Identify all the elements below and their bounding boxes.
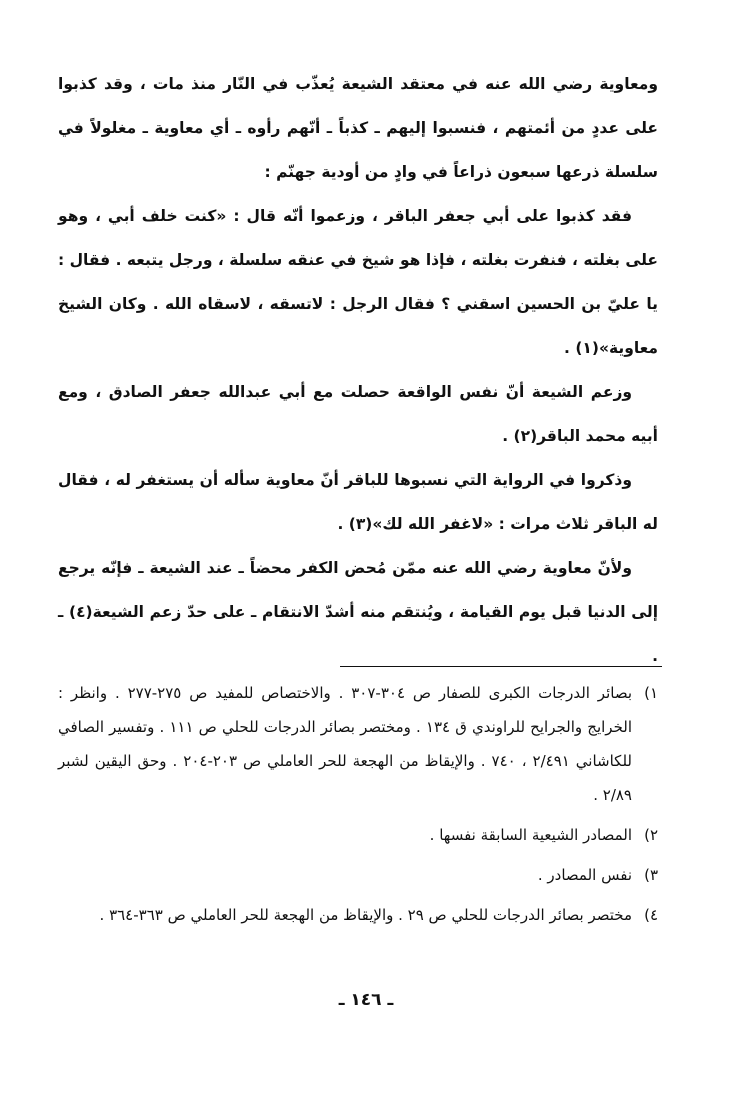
footnote-number: ١) — [644, 684, 658, 702]
footnote-4 — [58, 898, 658, 932]
footnote-1 — [58, 676, 658, 812]
paragraph-3: وزعم الشيعة أنّ نفس الواقعة حصلت مع أبي عبدالله جعفر الصادق ، ومع أبيه محمد الباقر(٢) . — [58, 383, 658, 445]
footnote-number: ٢) — [644, 826, 658, 844]
footnote-number: ٣) — [644, 866, 658, 884]
paragraph-1: ومعاوية رضي الله عنه في معتقد الشيعة يُعذّب في النّار منذ مات ، وقد كذبوا على عددٍ من أئمتهم ، فنسبوا إليهم ـ كذباً ـ أنّهم رأوه ـ أي معاوية ـ مغلولاً في سلسلة ذرعها سبعون ذراعاً في وادٍ من أودية جهنّم : — [58, 75, 658, 181]
footnote-separator — [340, 666, 662, 667]
footnote-text: مختصر بصائر الدرجات للحلي ص ٢٩ . والإيقاظ من الهجعة للحر العاملي ص ٣٦٣-٣٦٤ . — [99, 906, 632, 924]
footnote-text: بصائر الدرجات الكبرى للصفار ص ٣٠٤-٣٠٧ . والاختصاص للمفيد ص ٢٧٥-٢٧٧ . وانظر : الخرايج والجرايح للراوندي ق ١٣٤ . ومختصر بصائر الدرجات للحلي ص ١١١ . وتفسير الصافي للكاشاني ٢/٤٩١ ، ٧٤٠ . والإيقاظ من الهجعة للحر العاملي ص ٢٠٣-٢٠٤ . وحق اليقين لشبر ٢/٨٩ . — [58, 684, 632, 804]
footnote-text: نفس المصادر . — [537, 866, 632, 884]
paragraph-5: ولأنّ معاوية رضي الله عنه ممّن مُحض الكفر محضاً ـ عند الشيعة ـ فإنّه يرجع إلى الدنيا قبل يوم القيامة ، ويُنتقم منه أشدّ الانتقام ـ على حدّ زعم الشيعة(٤) ـ . — [58, 559, 659, 665]
paragraph-2: فقد كذبوا على أبي جعفر الباقر ، وزعموا أنّه قال : «كنت خلف أبي ، وهو على بغلته ، فنفرت بغلته ، فإذا هو شيخ في عنقه سلسلة ، ورجل يتبعه . فقال : يا عليّ بن الحسين اسقني ؟ فقال الرجل : لاتسقه ، لاسقاه الله . وكان الشيخ معاوية»(١) . — [58, 207, 658, 357]
footnotes — [58, 676, 658, 938]
footnote-number: ٤) — [644, 906, 658, 924]
main-text — [58, 62, 658, 678]
footnote-text: المصادر الشيعية السابقة نفسها . — [429, 826, 632, 844]
page-number: ـ ١٤٦ ـ — [338, 990, 394, 1010]
paragraph-4: وذكروا في الرواية التي نسبوها للباقر أنّ معاوية سأله أن يستغفر له ، فقال له الباقر ثلاث مرات : «لاغفر الله لك»(٣) . — [58, 471, 658, 533]
footnote-3 — [58, 858, 658, 892]
footnote-2 — [58, 818, 658, 852]
